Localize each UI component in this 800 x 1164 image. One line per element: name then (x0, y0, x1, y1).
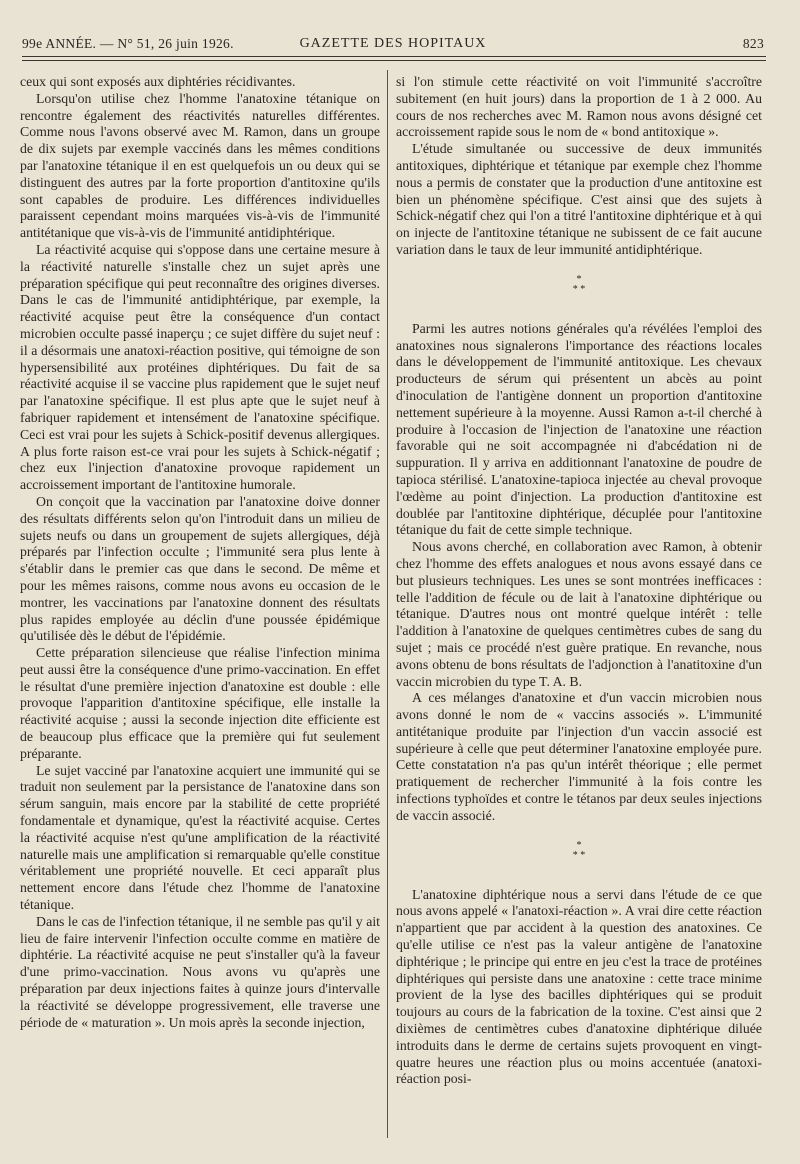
paragraph: L'anatoxine diphtérique nous a servi dans l'étude de ce que nous avons appelé « l'anatoxi-réaction ». A vrai dire cette réaction n'appartient que par accident à la question des anatoxines. Ce qu'elle utilise ce n'est pas la valeur antigène de l'anatoxine diphtérique ; le principe qui entre en jeu c'est la trace de protéines diphtériques qui persiste dans une anatoxine : cette trace minime provient de la lyse des bacilles diphtériques qui se produit toujours au cours de la fabrication de la toxine. C'est ainsi que 2 dixièmes de centimètres cubes d'anatoxine diphtérique diluée introduits dans le derme de certains sujets provoquent en vingt-quatre heures une réaction plus ou moins accentuée (anatoxi-réaction posi- (396, 886, 762, 1087)
right-column (396, 74, 762, 1088)
left-column (20, 74, 380, 1031)
page-number: 823 (742, 36, 764, 51)
paragraph: ceux qui sont exposés aux diphtéries récidivantes. (20, 74, 296, 89)
paragraph: Parmi les autres notions générales qu'a révélées l'emploi des anatoxines nous signalerons l'importance des réactions locales dans le développement de l'immunité antitoxique. Les chevaux producteurs de sérum qui présentent un abcès au point d'inoculation de l'antigène donnent un proportion d'antitoxine nettement supérieure à la moyenne. Aussi Ramon a-t-il cherché à produire à l'occasion de l'injection de l'anatoxine une réaction favorable qui ne soit accompagnée ni d'abcédation ni de suppuration. Il y arriva en additionnant l'anatoxine de poudre de tapioca stérilisé. L'anatoxine-tapioca injectée au cheval provoque l'œdème au point d'injection. La production d'antitoxine est doublée par l'antitoxine diphtérique, décuplée pour l'antitoxine tétanique du fait de cette simple technique. (396, 320, 762, 538)
paragraph: Lorsqu'on utilise chez l'homme l'anatoxine tétanique on rencontre également des réactivités naturelles différentes. Comme nous l'avons observé avec M. Ramon, dans un groupe de dix sujets par exemple vaccinés dans les mêmes conditions par l'anatoxine tétanique il en est quelquefois un ou deux qui se distinguent des autres par la forte proportion d'antitoxine qu'ils sont capables de produire. Les différences individuelles paraissent cependant moins marquées vis-à-vis de l'immunité antitétanique que vis-à-vis de l'immunité antidiphtérique. (20, 90, 380, 241)
running-header (22, 30, 764, 58)
column-divider (387, 70, 388, 1138)
section-separator: * * * (572, 273, 586, 295)
paragraph: Dans le cas de l'infection tétanique, il ne semble pas qu'il y ait lieu de faire intervenir l'infection occulte comme en matière de diphtérie. La réactivité acquise ne peut s'installer qu'à la faveur d'une primo-vaccination. Nous avons vu qu'après une préparation par deux injections faites à quinze jours d'intervalle la réactivité se développe progressivement, elle traverse une période de « maturation ». Un mois après la seconde injection, (20, 913, 380, 1030)
paragraph: Nous avons cherché, en collaboration avec Ramon, à obtenir chez l'homme des effets analogues et nous avons essayé dans ce but plusieurs techniques. Les unes se sont montrées inefficaces : telle l'addition de fécule ou de lait à l'anatoxine diphtérique ou tétanique. D'autres nous ont montré quelque intérêt : telle l'addition à l'anatoxine de quelques centimètres cubes de sang du sujet ; mais ce procédé n'est guère pratique. En revanche, nous avons obtenu de bons résultats de l'adjonction à l'anatitoxine d'un vaccin microbien du type T. A. B. (396, 539, 762, 689)
paragraph: On conçoit que la vaccination par l'anatoxine doive donner des résultats différents selon qu'on l'introduit dans un milieu de sujets neufs ou dans un groupement de sujets allergiques, déjà préparés par l'infection occulte ; l'immunité sera plus lente à s'établir dans le premier cas que dans le second. De même et pour les mêmes raisons, comme nous avons eu occasion de le montrer, les vaccinations par l'anatoxine donnent des résultats plus rapides employée au déclin d'une poussée épidémique qu'utilisée dès le début de l'épidémie. (20, 493, 380, 644)
paragraph: A ces mélanges d'anatoxine et d'un vaccin microbien nous avons donné le nom de « vaccins associés ». L'immunité antitétanique produite par l'injection d'un vaccin associé est supérieure à celle que peut déterminer l'anatoxine employée pure. Cette constatation n'a pas qu'un intérêt théorique ; elle permet pratiquement de rechercher l'immunité à la fois contre les infections typhoïdes et contre le tétanos par deux seules injections de vaccin associé. (396, 690, 762, 823)
paragraph: L'étude simultanée ou successive de deux immunités antitoxiques, diphtérique et tétanique par exemple chez l'homme nous a permis de constater que la production d'une antitoxine est bien un phénomène spécifique. C'est ainsi que des sujets à Schick-négatif chez qui l'on a titré l'antitoxine diphtérique et à qui on injecte de l'antitoxine tétanique ne subissent de ce fait aucune variation dans le taux de leur immunité antidiphtérique. (396, 141, 762, 257)
paragraph: Cette préparation silencieuse que réalise l'infection minima peut aussi être la conséquence d'une primo-vaccination. En effet le résultat d'une première injection d'anatoxine est double : elle provoque l'apparition d'antitoxine spécifique, elle installe la réactivité acquise ; aussi la seconde injection dite efficiente est de beaucoup plus efficace que la première qui fut seulement préparante. (20, 645, 380, 761)
paragraph: si l'on stimule cette réactivité on voit l'immunité s'accroître subitement (en huit jours) dans la proportion de 1 à 2 000. Au cours de nos recherches avec M. Ramon nous avons désigné cet accroissement rapide sous le nom de « bond antitoxique ». (396, 74, 762, 140)
issue-info: 99e ANNÉE. — N° 51, 26 juin 1926. (22, 36, 234, 51)
header-rule (22, 56, 766, 61)
journal-title: GAZETTE DES HOPITAUX (299, 36, 487, 51)
paragraph: La réactivité acquise qui s'oppose dans une certaine mesure à la réactivité naturelle s'installe chez un sujet après une préparation spécifique qui peut reconnaître des origines diverses. Dans le cas de l'immunité antidiphtérique, par exemple, la réactivité acquise peut être la conséquence d'un contact microbien occulte passé inaperçu ; ce sujet diffère du sujet neuf : il a désormais une anatoxi-réaction positive, qui témoigne de son hypersensibilité aux protéines diphtériques. Du fait de sa réactivité acquise il se vaccine plus rapidement que le sujet neuf par l'anatoxine spécifique. Il est plus apte que le sujet neuf à fabriquer rapidement et intensément de l'anatoxine spécifique. Ceci est vrai pour les sujets à Schick-positif devenus allergiques. A plus forte raison est-ce vrai pour les sujets à Schick-négatif ; chez eux l'injection d'anatoxine provoque rapidement un accroissement important de l'antitoxine humorale. (20, 241, 380, 493)
paragraph: Le sujet vacciné par l'anatoxine acquiert une immunité qui se traduit non seulement par la persistance de l'anatoxine dans son sérum sanguin, mais encore par la stabilité de cette propriété fondamentale et dynamique, qu'est la réactivité acquise. Certes la réactivité acquise n'est qu'une amplification de la réactivité naturelle mais une amplification si remarquable qu'elle constitue véritablement une propriété nouvelle. Et ceci apparaît plus nettement encore dans l'étude chez l'homme de l'anatoxine tétanique. (20, 762, 380, 913)
section-separator: * * * (572, 839, 586, 861)
